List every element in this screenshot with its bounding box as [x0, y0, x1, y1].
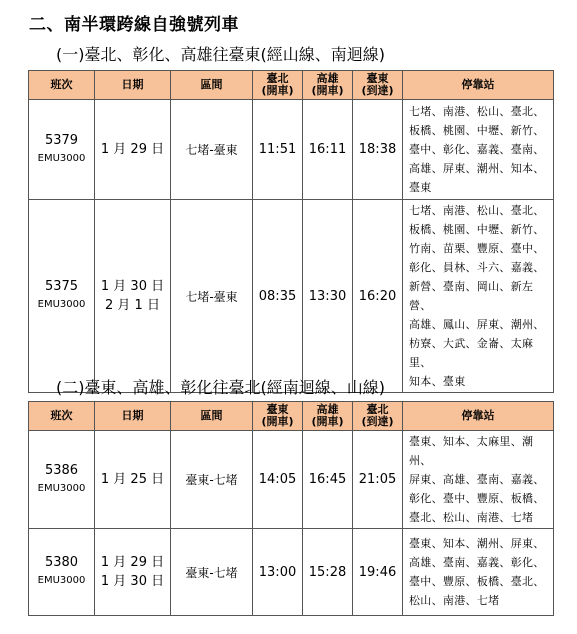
date-line: 1 月 29 日	[100, 142, 165, 157]
stops-line: 新營、臺南、岡山、新左營、	[409, 280, 534, 312]
stops-line: 板橋、桃園、中壢、新竹、	[409, 124, 545, 137]
train-cell	[29, 529, 95, 616]
header-time-2	[303, 71, 353, 100]
stops-line: 臺東、知本、太麻里、潮州、	[409, 435, 534, 467]
stops-line: 板橋、桃園、中壢、新竹、	[409, 223, 545, 236]
stops-line: 屏東、高雄、臺南、嘉義、	[409, 473, 545, 486]
time-cell-1: 13:00	[253, 529, 303, 616]
table-row	[29, 100, 554, 200]
stops-line: 竹南、苗栗、豐原、臺中、	[409, 242, 545, 255]
table-header-row	[29, 71, 554, 100]
time-cell-2: 15:28	[303, 529, 353, 616]
time-cell-3: 18:38	[353, 100, 403, 200]
stops-line: 高雄、鳳山、屏東、潮州、	[409, 318, 545, 331]
train-number: 5380	[44, 555, 79, 570]
section-cell: 七堵-臺東	[171, 200, 253, 393]
header-time-2	[303, 402, 353, 431]
header-train: 班次	[29, 71, 95, 100]
stops-line: 七堵、南港、松山、臺北、	[409, 105, 545, 118]
date-line: 1 月 29 日	[100, 555, 165, 570]
header-time-3-line1: 臺東	[366, 72, 389, 85]
stops-line: 臺中、豐原、板橋、臺北、	[409, 575, 545, 588]
section1-subtitle: (一)臺北、彰化、高雄往臺東(經山線、南迴線)	[56, 45, 385, 64]
date-line: 1 月 30 日	[100, 574, 165, 589]
stops-line: 臺東	[409, 181, 432, 194]
header-time-3	[353, 402, 403, 431]
header-time-3-line2: (到達)	[361, 415, 394, 428]
stops-line: 彰化、臺中、豐原、板橋、	[409, 492, 545, 505]
train-number: 5379	[44, 132, 79, 148]
date-cell	[95, 529, 171, 616]
timetable-northbound	[28, 401, 554, 616]
header-time-2-line2: (開車)	[311, 415, 344, 428]
train-type: EMU3000	[37, 575, 86, 586]
stops-line: 臺北、松山、南港、七堵	[409, 511, 534, 524]
stops-line: 臺中、彰化、嘉義、臺南、	[409, 143, 545, 156]
time-cell-2: 16:45	[303, 431, 353, 529]
header-section: 區間	[171, 71, 253, 100]
header-time-2-line1: 高雄	[316, 403, 339, 416]
header-time-2-line1: 高雄	[316, 72, 339, 85]
document-title: 二、南半環跨線自強號列車	[29, 15, 239, 35]
header-time-3-line2: (到達)	[361, 84, 394, 97]
time-cell-1: 08:35	[253, 200, 303, 393]
stops-cell	[403, 529, 554, 616]
time-cell-2: 13:30	[303, 200, 353, 393]
time-cell-1: 11:51	[253, 100, 303, 200]
table-row	[29, 200, 554, 393]
table-row	[29, 529, 554, 616]
header-time-1	[253, 71, 303, 100]
header-time-3-line1: 臺北	[366, 403, 389, 416]
stops-line: 枋寮、大武、金崙、太麻里、	[409, 337, 534, 369]
time-cell-3: 16:20	[353, 200, 403, 393]
header-stops: 停靠站	[403, 71, 554, 100]
date-cell	[95, 100, 171, 200]
header-date: 日期	[95, 402, 171, 431]
time-cell-3: 19:46	[353, 529, 403, 616]
train-type: EMU3000	[37, 299, 86, 310]
section2-subtitle: (二)臺東、高雄、彰化往臺北(經南迴線、山線)	[56, 378, 385, 397]
header-date: 日期	[95, 71, 171, 100]
header-stops: 停靠站	[403, 402, 554, 431]
train-cell	[29, 100, 95, 200]
time-cell-1: 14:05	[253, 431, 303, 529]
header-section: 區間	[171, 402, 253, 431]
train-number: 5375	[44, 279, 79, 294]
stops-cell	[403, 431, 554, 529]
train-cell	[29, 431, 95, 529]
stops-line: 高雄、臺南、嘉義、彰化、	[409, 556, 545, 569]
train-cell	[29, 200, 95, 393]
stops-line: 高雄、屏東、潮州、知本、	[409, 162, 545, 175]
section-cell: 臺東-七堵	[171, 529, 253, 616]
section-cell: 臺東-七堵	[171, 431, 253, 529]
train-type: EMU3000	[37, 152, 86, 164]
stops-line: 臺東、知本、潮州、屏東、	[409, 537, 545, 550]
timetable-southbound	[28, 70, 554, 393]
date-cell	[95, 200, 171, 393]
header-time-3	[353, 71, 403, 100]
header-time-1-line2: (開車)	[261, 84, 294, 97]
header-time-1	[253, 402, 303, 431]
header-time-1-line1: 臺北	[266, 72, 289, 85]
header-time-1-line2: (開車)	[261, 415, 294, 428]
section-cell: 七堵-臺東	[171, 100, 253, 200]
date-line: 1 月 25 日	[100, 472, 165, 487]
stops-line: 松山、南港、七堵	[409, 594, 500, 607]
header-train: 班次	[29, 402, 95, 431]
stops-cell	[403, 100, 554, 200]
train-number: 5386	[44, 462, 79, 478]
stops-cell	[403, 200, 554, 393]
time-cell-3: 21:05	[353, 431, 403, 529]
stops-line: 七堵、南港、松山、臺北、	[409, 204, 545, 217]
table-row	[29, 431, 554, 529]
stops-line: 彰化、員林、斗六、嘉義、	[409, 261, 545, 274]
date-line: 2 月 1 日	[105, 298, 160, 313]
date-line: 1 月 30 日	[100, 279, 165, 294]
header-time-1-line1: 臺東	[266, 403, 289, 416]
table-header-row	[29, 402, 554, 431]
stops-line: 知本、臺東	[409, 375, 466, 388]
time-cell-2: 16:11	[303, 100, 353, 200]
date-cell	[95, 431, 171, 529]
header-time-2-line2: (開車)	[311, 84, 344, 97]
train-type: EMU3000	[37, 482, 86, 494]
